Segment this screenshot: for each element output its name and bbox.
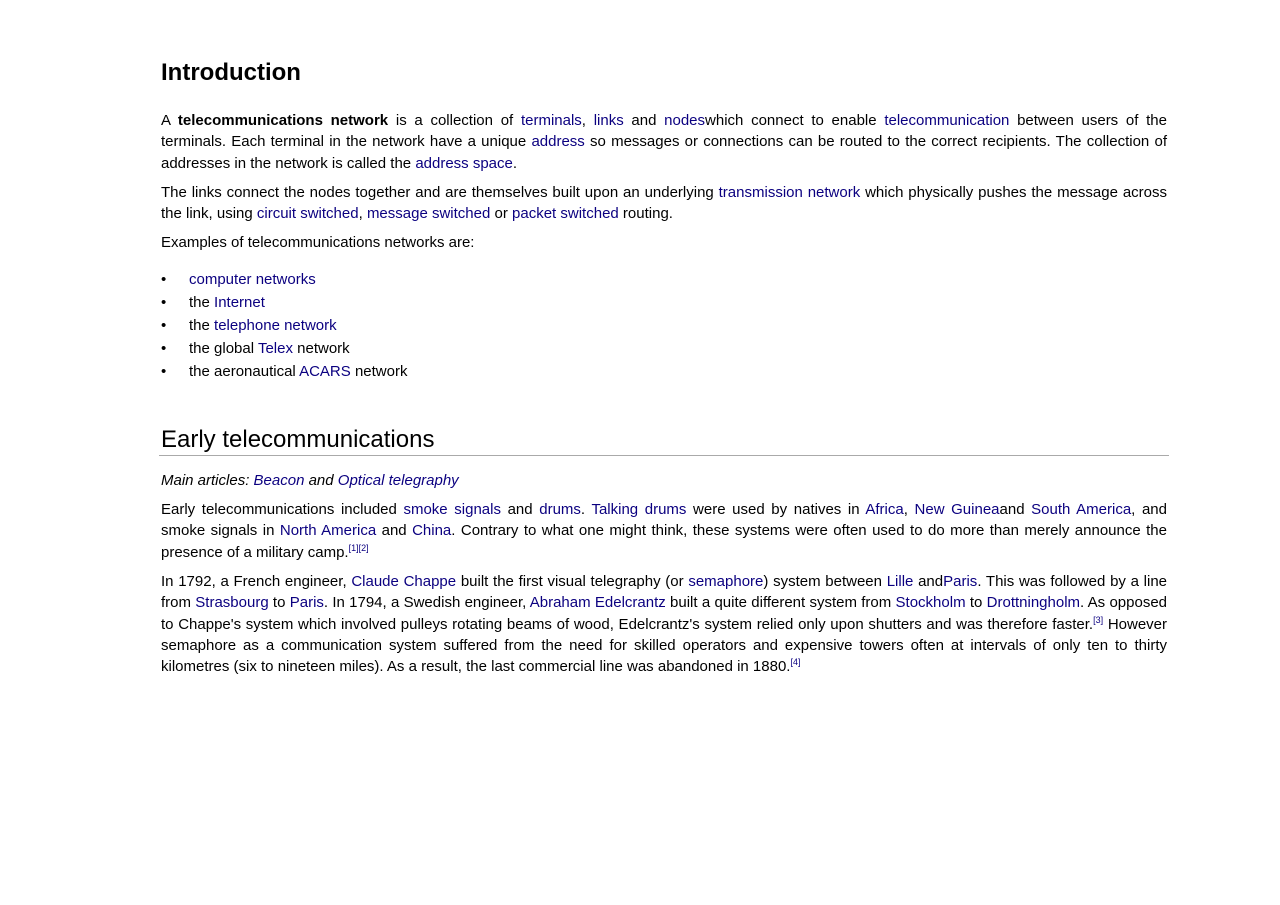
intro-paragraph-1 bbox=[161, 110, 1167, 174]
early-paragraph-1 bbox=[161, 499, 1167, 563]
link-terminals[interactable]: terminals bbox=[520, 112, 582, 129]
link-message-switched[interactable]: message switched bbox=[366, 205, 491, 223]
intro-paragraph-3: Examples of telecommunications networks are: bbox=[161, 234, 475, 252]
link-new-guinea[interactable]: New Guinea bbox=[914, 501, 1000, 519]
link-lille[interactable]: Lille bbox=[886, 572, 914, 590]
intro-paragraph-2 bbox=[161, 182, 1167, 225]
section-spacer bbox=[161, 383, 1167, 425]
list-item bbox=[161, 314, 1167, 337]
text: to bbox=[268, 594, 290, 612]
text: . Contrary to what one might think, these systems were often used to do more than merely announce the presence of a military camp. bbox=[161, 522, 1167, 561]
link-internet[interactable]: Internet bbox=[214, 293, 265, 311]
text: and bbox=[376, 522, 413, 540]
text: , and smoke signals in bbox=[161, 501, 1167, 540]
text: network bbox=[292, 339, 350, 357]
link-computer-networks[interactable]: computer networks bbox=[189, 270, 316, 288]
text: and bbox=[913, 572, 944, 590]
link-china[interactable]: China bbox=[412, 522, 452, 540]
bullet-icon: • bbox=[161, 316, 167, 334]
link-telephone-network[interactable]: telephone network bbox=[214, 316, 337, 334]
link-packet-switched[interactable]: packet switched bbox=[512, 205, 619, 223]
text: . As opposed to Chappe's system which involved pulleys rotating beams of wood, Edelcrantz's system relied only upon shutters and was therefore faster. bbox=[161, 594, 1168, 633]
list-item bbox=[161, 291, 1167, 314]
citation-1 bbox=[349, 543, 369, 553]
text: . bbox=[580, 501, 592, 519]
text: and bbox=[999, 501, 1032, 519]
link-acars[interactable]: ACARS bbox=[299, 362, 351, 380]
list-item bbox=[161, 360, 1167, 383]
text: . bbox=[512, 154, 518, 172]
link-beacon[interactable]: Beacon bbox=[253, 471, 305, 489]
link-nodes[interactable]: nodes bbox=[664, 112, 706, 129]
text: the bbox=[189, 316, 215, 334]
link-smoke-signals[interactable]: smoke signals bbox=[403, 501, 501, 519]
hatnote bbox=[161, 470, 1167, 491]
link-south-america[interactable]: South America bbox=[1031, 501, 1132, 519]
link-address[interactable]: address bbox=[531, 133, 585, 151]
bullet-icon: • bbox=[161, 293, 167, 311]
link-telecommunication[interactable]: telecommunication bbox=[884, 112, 1010, 129]
text: routing. bbox=[618, 205, 673, 223]
link-north-america[interactable]: North America bbox=[279, 522, 377, 540]
text: is a collection of bbox=[388, 112, 521, 129]
link-claude-chappe[interactable]: Claude Chappe bbox=[351, 572, 457, 590]
text: and bbox=[500, 501, 540, 519]
link-paris[interactable]: Paris bbox=[943, 572, 978, 590]
text: which connect to enable bbox=[705, 112, 885, 129]
citation-link-1[interactable]: [1] bbox=[348, 542, 359, 553]
text: the bbox=[189, 293, 215, 311]
introduction-heading: Introduction bbox=[161, 59, 301, 86]
text: network bbox=[350, 362, 408, 380]
link-address-space[interactable]: address space bbox=[415, 154, 513, 172]
text: , bbox=[358, 205, 367, 223]
bullet-icon: • bbox=[161, 270, 167, 288]
citation-link-4[interactable]: [4] bbox=[790, 657, 801, 668]
text: the aeronautical bbox=[189, 362, 300, 380]
link-drottningholm[interactable]: Drottningholm bbox=[986, 594, 1081, 612]
examples-list bbox=[161, 268, 1167, 383]
text: built the first visual telegraphy (or bbox=[456, 572, 689, 590]
citation-link-3[interactable]: [3] bbox=[1093, 614, 1104, 625]
article-body bbox=[161, 56, 1167, 685]
text: The links connect the nodes together and are themselves built upon an underlying bbox=[161, 183, 719, 201]
text: . In 1794, a Swedish engineer, bbox=[323, 594, 530, 612]
text: A bbox=[161, 112, 178, 129]
heading-divider bbox=[159, 455, 1169, 456]
text: so messages or connections can be routed to the correct recipients. The collection of addresses in the network is called the bbox=[161, 133, 1167, 172]
bullet-icon: • bbox=[161, 362, 167, 380]
link-optical-telegraphy[interactable]: Optical telegraphy bbox=[337, 471, 459, 489]
link-talking-drums[interactable]: Talking drums bbox=[591, 501, 687, 519]
list-item bbox=[161, 337, 1167, 360]
text: between users of the terminals. Each terminal in the network have a unique bbox=[161, 112, 1167, 151]
list-item bbox=[161, 268, 1167, 291]
text: or bbox=[490, 205, 513, 223]
text: which physically pushes the message across the link, using bbox=[161, 183, 1167, 223]
early-paragraph-2 bbox=[161, 571, 1167, 677]
text: Main articles: bbox=[161, 471, 254, 489]
text: However semaphore as a communication system suffered from the need for skilled operators and expensive towers often at intervals of only ten to thirty kilometres (six to nineteen miles). As a result, the last commercial line was abandoned in 1880. bbox=[161, 615, 1168, 676]
text: , bbox=[903, 501, 915, 519]
text: ) system between bbox=[763, 572, 887, 590]
citation-link-2[interactable]: [2] bbox=[358, 542, 369, 553]
citation-4 bbox=[790, 657, 800, 667]
text: were used by natives in bbox=[686, 501, 866, 519]
link-abraham-edelcrantz[interactable]: Abraham Edelcrantz bbox=[529, 594, 666, 612]
link-stockholm[interactable]: Stockholm bbox=[895, 594, 966, 612]
link-paris-2[interactable]: Paris bbox=[289, 594, 324, 612]
link-drums[interactable]: drums bbox=[539, 501, 581, 519]
link-circuit-switched[interactable]: circuit switched bbox=[256, 205, 359, 223]
text: Early telecommunications included bbox=[161, 501, 404, 519]
text: . This was followed by a line from bbox=[161, 572, 1168, 612]
text: , bbox=[581, 112, 594, 129]
link-africa[interactable]: Africa bbox=[865, 501, 904, 519]
link-semaphore[interactable]: semaphore bbox=[688, 572, 764, 590]
text: to bbox=[965, 594, 987, 612]
early-telecommunications-heading: Early telecommunications bbox=[161, 425, 435, 453]
link-transmission-network[interactable]: transmission network bbox=[718, 183, 861, 201]
citation-3 bbox=[1093, 615, 1103, 625]
text: and bbox=[304, 471, 338, 489]
link-telex[interactable]: Telex bbox=[257, 339, 293, 357]
text: the global bbox=[189, 339, 258, 357]
link-links[interactable]: links bbox=[593, 112, 624, 129]
link-strasbourg[interactable]: Strasbourg bbox=[195, 594, 269, 612]
term-bold: telecommunications network bbox=[177, 112, 389, 129]
text: In 1792, a French engineer, bbox=[161, 572, 352, 590]
bullet-icon: • bbox=[161, 339, 167, 357]
text: built a quite different system from bbox=[665, 594, 896, 612]
text: and bbox=[623, 112, 665, 129]
